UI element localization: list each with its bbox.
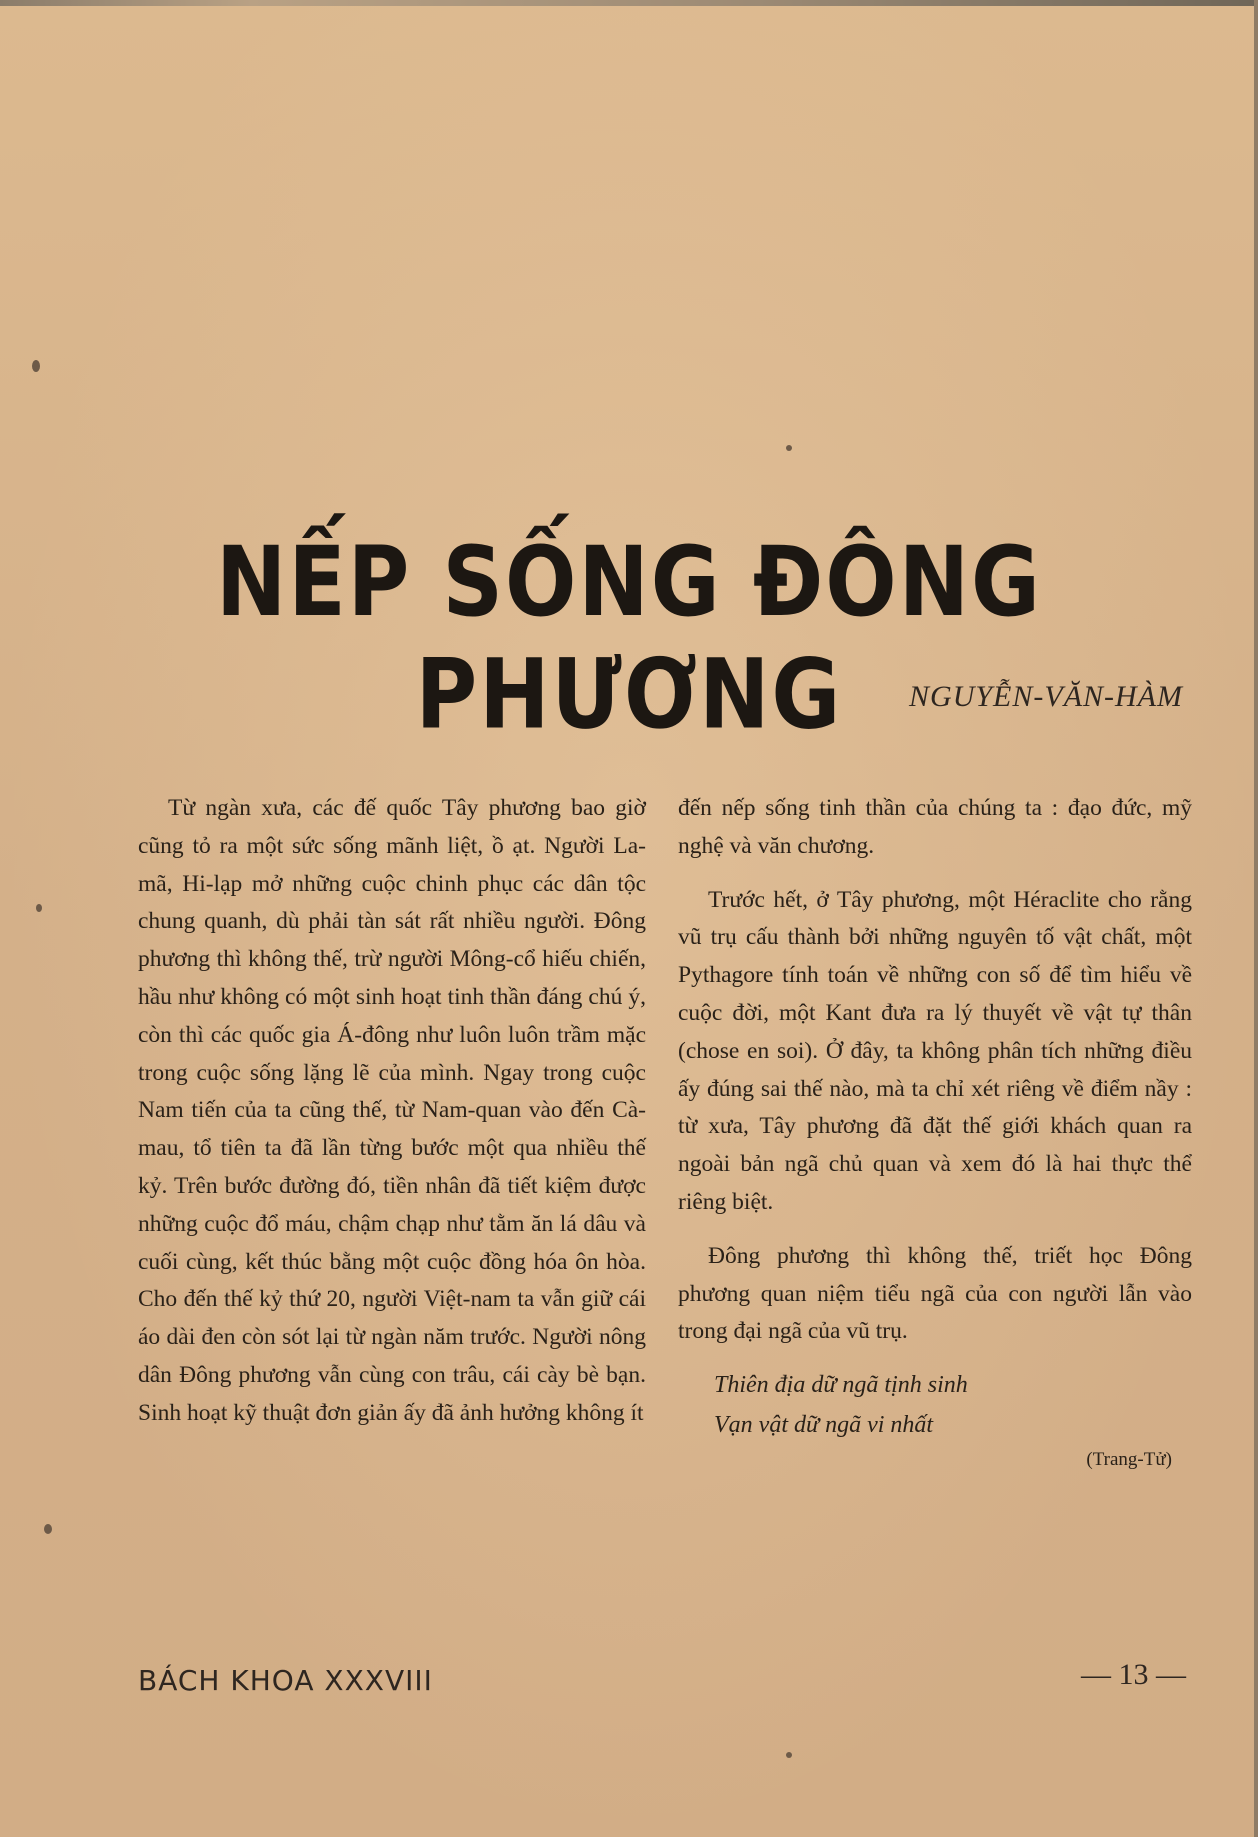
article-author: NGUYỄN-VĂN-HÀM (909, 680, 1183, 713)
paper-speck (786, 1752, 792, 1758)
poem-quote (678, 1365, 1192, 1445)
paper-speck (32, 360, 40, 372)
publication-name: BÁCH KHOA XXXVIII (138, 1664, 433, 1697)
page-right-edge (1254, 0, 1258, 1837)
paper-speck (44, 1524, 52, 1534)
paragraph-west: Trước hết, ở Tây phương, một Héraclite cho rằng vũ trụ cấu thành bởi những nguyên tố vật chất, một Pythagore tính toán về những con số để tìm hiểu về cuộc đời, một Kant đưa ra lý thuyết về vật tự thân (chose en soi). Ở đây, ta không phân tích những điều ấy đúng sai thế nào, mà ta chỉ xét riêng về điểm nầy : từ xưa, Tây phương đã đặt thế giới khách quan ra ngoài bản ngã chủ quan và xem đó là hai thực thể riêng biệt. (678, 886, 1192, 1215)
right-column (678, 790, 1192, 1479)
left-column (138, 790, 646, 1433)
poem-line: Thiên địa dữ ngã tịnh sinh (714, 1372, 968, 1399)
article-title: NẾP SỐNG ĐÔNG PHƯƠNG (216, 525, 1042, 751)
poem-line: Vạn vật dữ ngã vi nhất (714, 1412, 934, 1439)
continued-paragraph: đến nếp sống tinh thần của chúng ta : đạo đức, mỹ nghệ và văn chương. (678, 795, 1192, 859)
paragraph-east: Đông phương thì không thế, triết học Đông phương quan niệm tiểu ngã của con người lẫn vào trong đại ngã của vũ trụ. (678, 1242, 1192, 1345)
paper-speck (36, 904, 42, 912)
poem-attribution: (Trang-Tử) (1086, 1449, 1172, 1471)
page-top-edge (0, 0, 1258, 6)
paper-speck (786, 445, 792, 451)
page-number: — 13 — (1081, 1658, 1186, 1691)
left-paragraph: Từ ngàn xưa, các đế quốc Tây phương bao giờ cũng tỏ ra một sức sống mãnh liệt, ồ ạt. Người La-mã, Hi-lạp mở những cuộc chinh phục các dân tộc chung quanh, dù phải tàn sát rất nhiều người. Đông phương thì không thế, trừ người Mông-cổ hiếu chiến, hầu như không có một sinh hoạt tinh thần đáng chú ý, còn thì các quốc gia Á-đông như luôn luôn trầm mặc trong cuộc sống lặng lẽ của mình. Ngay trong cuộc Nam tiến của ta cũng thế, từ Nam-quan vào đến Cà-mau, tổ tiên ta đã lần từng bước một qua nhiều thế kỷ. Trên bước đường đó, tiền nhân đã tiết kiệm được những cuộc đổ máu, chậm chạp như tằm ăn lá dâu và cuối cùng, kết thúc bằng một cuộc đồng hóa ôn hòa. Cho đến thế kỷ thứ 20, người Việt-nam ta vẫn giữ cái áo dài đen còn sót lại từ ngàn năm trước. Người nông dân Đông phương vẫn cùng con trâu, cái cày bè bạn. Sinh hoạt kỹ thuật đơn giản ấy đã ảnh hưởng không ít (138, 795, 646, 1426)
